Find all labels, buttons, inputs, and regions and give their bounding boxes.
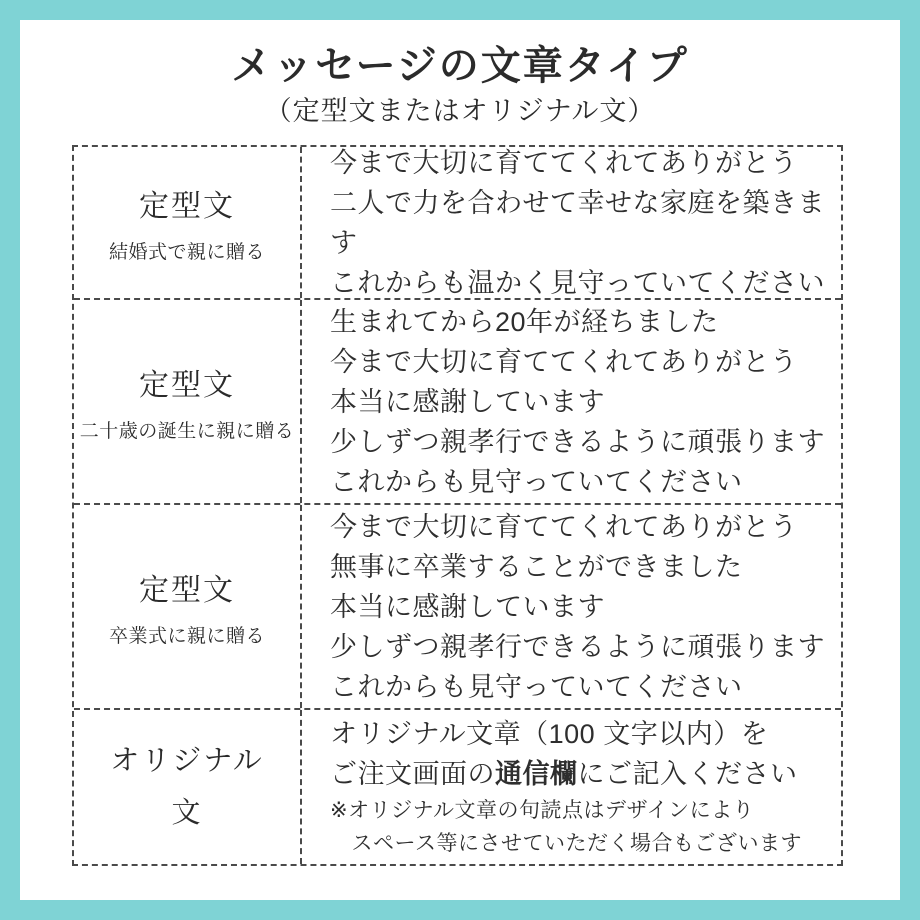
- message-line: 今まで大切に育ててくれてありがとう: [330, 346, 798, 377]
- message-line: 二人で力を合わせて幸せな家庭を築きます: [330, 187, 825, 258]
- bold-term: 通信欄: [495, 759, 578, 789]
- message-line: 少しずつ親孝行できるように頑張ります: [330, 426, 825, 457]
- message-line: 今まで大切に育ててくれてありがとう: [330, 511, 798, 542]
- type-label-line2: 文: [171, 797, 203, 829]
- message-line: オリジナル文章（100 文字以内）を: [330, 719, 769, 749]
- message-line-with-bold: [330, 754, 841, 794]
- message-line: これからも見守っていてください: [330, 671, 743, 702]
- line-suffix: にご記入ください: [577, 759, 798, 789]
- table-row-graduation: [74, 505, 841, 710]
- message-cell-graduation: [302, 505, 841, 708]
- message-cell-coming-of-age: [302, 300, 841, 503]
- message-cell-original: [302, 710, 841, 864]
- message-line: これからも見守っていてください: [330, 466, 743, 497]
- content-panel: [20, 20, 900, 900]
- type-cell-original: [74, 710, 302, 864]
- type-label: 定型文: [139, 574, 235, 607]
- type-sublabel: 結婚式で親に贈る: [108, 242, 265, 263]
- type-label: 定型文: [139, 190, 235, 223]
- note-line: ※オリジナル文章の句読点はデザインにより: [330, 799, 755, 822]
- message-line: 本当に感謝しています: [330, 386, 605, 417]
- type-label: 定型文: [139, 369, 235, 402]
- message-line: 生まれてから20年が経ちました: [330, 306, 719, 337]
- table-row-coming-of-age: [74, 300, 841, 505]
- type-cell-coming-of-age: [74, 300, 302, 503]
- type-cell-wedding: [74, 147, 302, 298]
- page-title: メッセージの文章タイプ: [231, 44, 689, 88]
- table-row-original: [74, 710, 841, 864]
- message-line: 無事に卒業することができました: [330, 551, 743, 582]
- type-cell-graduation: [74, 505, 302, 708]
- type-label-line1: オリジナル: [110, 745, 264, 777]
- line-prefix: ご注文画面の: [330, 759, 495, 789]
- message-line: 少しずつ親孝行できるように頑張ります: [330, 631, 825, 662]
- type-sublabel: 二十歳の誕生に親に贈る: [79, 421, 295, 442]
- table-row-wedding: [74, 147, 841, 300]
- message-line: これからも温かく見守っていてください: [330, 267, 825, 298]
- note-line: スペース等にさせていただく場合もございます: [330, 832, 802, 855]
- message-line: 今まで大切に育ててくれてありがとう: [330, 147, 798, 178]
- message-type-table: [72, 145, 843, 866]
- message-cell-wedding: [302, 147, 841, 298]
- header: [20, 20, 900, 128]
- page-subtitle: （定型文またはオリジナル文）: [264, 96, 656, 126]
- type-label-original: [110, 735, 264, 839]
- message-line: 本当に感謝しています: [330, 591, 605, 622]
- type-sublabel: 卒業式に親に贈る: [108, 626, 265, 647]
